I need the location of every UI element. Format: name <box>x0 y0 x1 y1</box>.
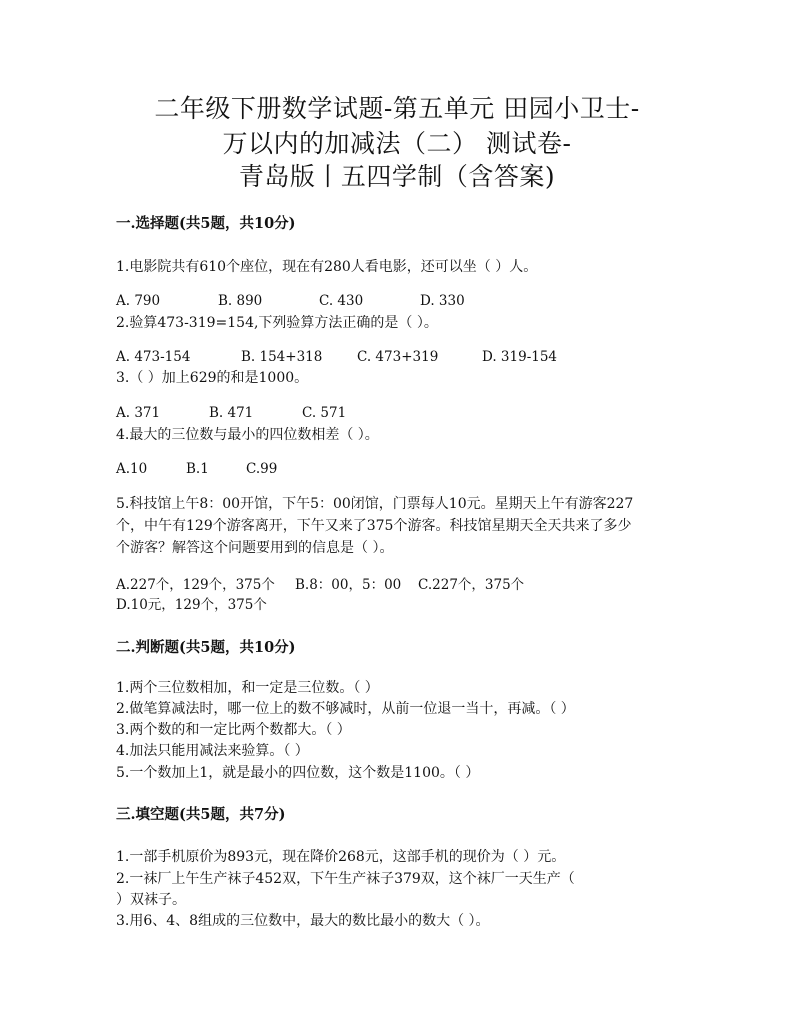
question-1-3: 3.（ ）加上629的和是1000。 <box>116 370 309 386</box>
option-b: B. 154+318 <box>241 349 323 365</box>
option-a: A.227个，129个，375个 <box>116 577 275 593</box>
option-b: B.1 <box>186 461 209 477</box>
judge-item-5: 5.一个数加上1，就是最小的四位数，这个数是1100。（ ） <box>116 765 480 781</box>
fill-item-2-line-1: 2.一袜厂上午生产袜子452双，下午生产袜子379双，这个袜厂一天生产（ <box>116 871 575 887</box>
judge-item-1: 1.两个三位数相加，和一定是三位数。（ ） <box>116 680 379 696</box>
title-line-3: 青岛版丨五四学制（含答案) <box>238 162 556 191</box>
section-heading-judge: 二.判断题(共5题，共10分) <box>116 639 296 656</box>
option-c: C. 473+319 <box>357 349 439 365</box>
option-d: D. 319-154 <box>482 349 558 365</box>
option-b: B.8：00，5：00 <box>295 577 402 593</box>
option-a: A. 371 <box>116 405 161 421</box>
section-heading-fill: 三.填空题(共5题，共7分) <box>116 806 286 823</box>
question-1-1: 1.电影院共有610个座位，现在有280人看电影，还可以坐（ ）人。 <box>116 259 538 275</box>
option-a: A. 790 <box>116 293 161 309</box>
judge-item-4: 4.加法只能用减法来验算。（ ） <box>116 743 309 759</box>
judge-item-2: 2.做笔算减法时，哪一位上的数不够减时，从前一位退一当十，再减。（ ） <box>116 701 575 717</box>
option-c: C. 430 <box>319 293 364 309</box>
question-1-4: 4.最大的三位数与最小的四位数相差（ ）。 <box>116 427 379 443</box>
option-b: B. 890 <box>218 293 263 309</box>
question-1-5-line-3: 个游客？解答这个问题要用到的信息是（ ）。 <box>116 540 394 556</box>
fill-item-3: 3.用6、4、8组成的三位数中，最大的数比最小的数大（ ）。 <box>116 913 490 929</box>
option-b: B. 471 <box>209 405 254 421</box>
fill-item-2-line-2: ）双袜子。 <box>116 892 186 908</box>
section-heading-choice: 一.选择题(共5题，共10分) <box>116 215 296 232</box>
option-c: C.99 <box>246 461 278 477</box>
title-line-1: 二年级下册数学试题-第五单元 田园小卫士- <box>154 94 640 123</box>
option-d: D. 330 <box>420 293 465 309</box>
fill-item-1: 1.一部手机原价为893元，现在降价268元，这部手机的现价为（ ）元。 <box>116 849 566 865</box>
question-1-2: 2.验算473-319=154,下列验算方法正确的是（ ）。 <box>116 315 438 331</box>
option-c: C. 571 <box>302 405 347 421</box>
option-d: D.10元，129个，375个 <box>116 597 267 613</box>
option-a: A.10 <box>116 461 148 477</box>
judge-item-3: 3.两个数的和一定比两个数都大。（ ） <box>116 722 351 738</box>
question-1-5-line-2: 个，中午有129个游客离开，下午又来了375个游客。科技馆星期天全天共来了多少 <box>116 518 632 534</box>
option-c: C.227个，375个 <box>418 577 525 593</box>
title-line-2: 万以内的加减法（二） 测试卷- <box>222 129 572 158</box>
option-a: A. 473-154 <box>116 349 191 365</box>
question-1-5-line-1: 5.科技馆上午8：00开馆，下午5：00闭馆，门票每人10元。星期天上午有游客227 <box>116 496 634 512</box>
